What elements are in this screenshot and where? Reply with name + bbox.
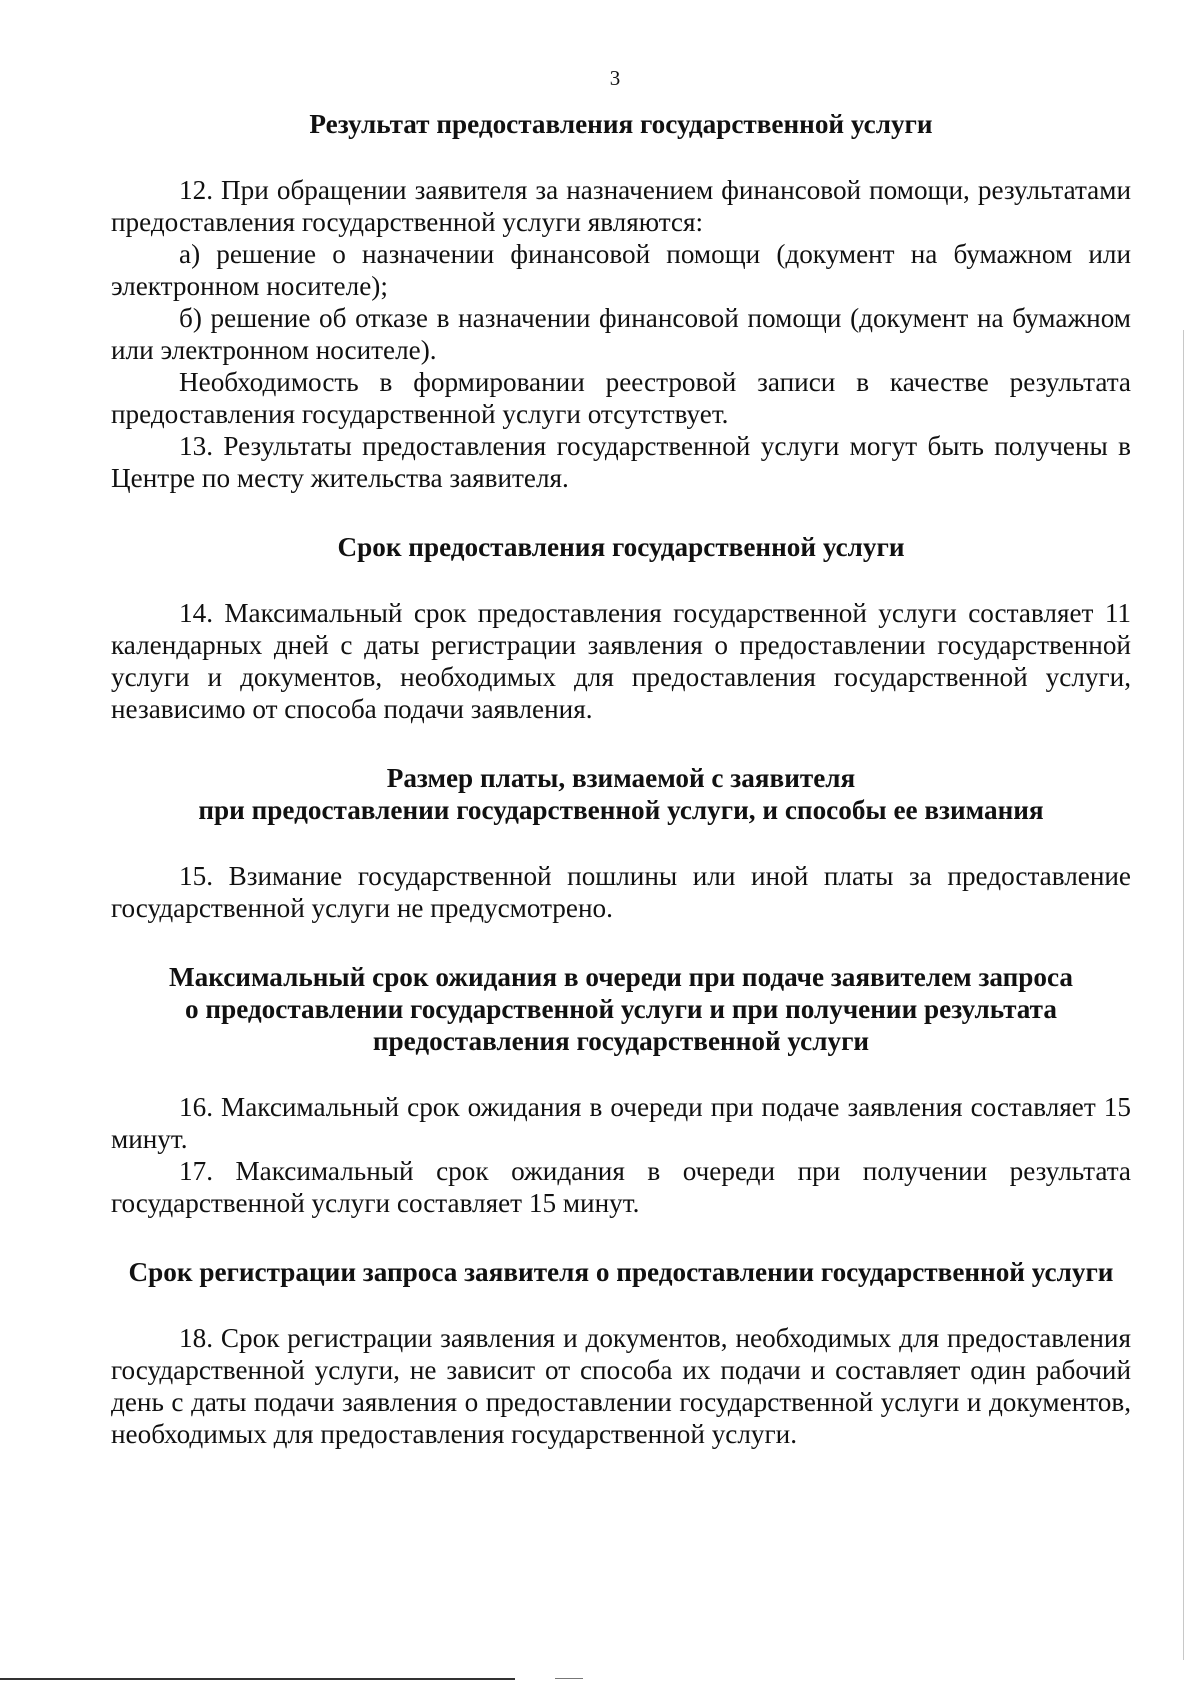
section-heading	[111, 1256, 1131, 1288]
heading-line: при предоставлении государственной услуги, и способы ее взимания	[198, 795, 1044, 825]
paragraph: 14. Максимальный срок предоставления государственной услуги составляет 11 календарных дней с даты регистрации заявления о предоставлении государственной услуги и документов, необходимых для предоставления государственной услуги, независимо от способа подачи заявления.	[111, 598, 1131, 724]
heading-line: Размер платы, взимаемой с заявителя	[386, 763, 856, 793]
paragraph: 15. Взимание государственной пошлины или иной платы за предоставление государственной услуги не предусмотрено.	[111, 861, 1131, 923]
section-queue	[111, 961, 1131, 1219]
section-heading	[111, 961, 1131, 1057]
page-number: 3	[609, 66, 621, 90]
paragraph: 17. Максимальный срок ожидания в очереди при получении результата государственной услуги составляет 15 минут.	[111, 1156, 1131, 1218]
footer-rule	[0, 1678, 515, 1680]
heading-line: Срок регистрации запроса заявителя о предоставлении государственной услуги	[128, 1257, 1114, 1287]
paragraph: 16. Максимальный срок ожидания в очереди при подаче заявления составляет 15 минут.	[111, 1092, 1131, 1154]
paragraph: 12. При обращении заявителя за назначением финансовой помощи, результатами предоставления государственной услуги являются:	[111, 175, 1131, 237]
heading-line: предоставления государственной услуги	[372, 1026, 870, 1056]
scan-edge-line	[1183, 330, 1184, 1660]
paragraph: 13. Результаты предоставления государственной услуги могут быть получены в Центре по месту жительства заявителя.	[111, 431, 1131, 493]
section-registration	[111, 1256, 1131, 1450]
paragraph: б) решение об отказе в назначении финансовой помощи (документ на бумажном или электронном носителе).	[111, 303, 1131, 365]
section-heading	[111, 762, 1131, 826]
section-fee	[111, 762, 1131, 924]
heading-line: Срок предоставления государственной услуги	[337, 532, 905, 562]
heading-line: Результат предоставления государственной услуги	[309, 109, 933, 139]
paragraph: 18. Срок регистрации заявления и документов, необходимых для предоставления государственной услуги, не зависит от способа их подачи и составляет один рабочий день с даты подачи заявления о предоставлении государственной услуги и документов, необходимых для предоставления государственной услуги.	[111, 1323, 1131, 1449]
section-term	[111, 531, 1131, 725]
heading-line: о предоставлении государственной услуги и при получении результата	[185, 994, 1057, 1024]
paragraph: Необходимость в формировании реестровой записи в качестве результата предоставления государственной услуги отсутствует.	[111, 367, 1131, 429]
paragraph: а) решение о назначении финансовой помощи (документ на бумажном или электронном носителе);	[111, 239, 1131, 301]
section-result	[111, 108, 1131, 494]
section-heading	[111, 531, 1131, 563]
heading-line: Максимальный срок ожидания в очереди при подаче заявителем запроса	[169, 962, 1073, 992]
section-heading	[111, 108, 1131, 140]
document-body	[111, 108, 1131, 1450]
footer-rule-fragment	[555, 1678, 583, 1679]
